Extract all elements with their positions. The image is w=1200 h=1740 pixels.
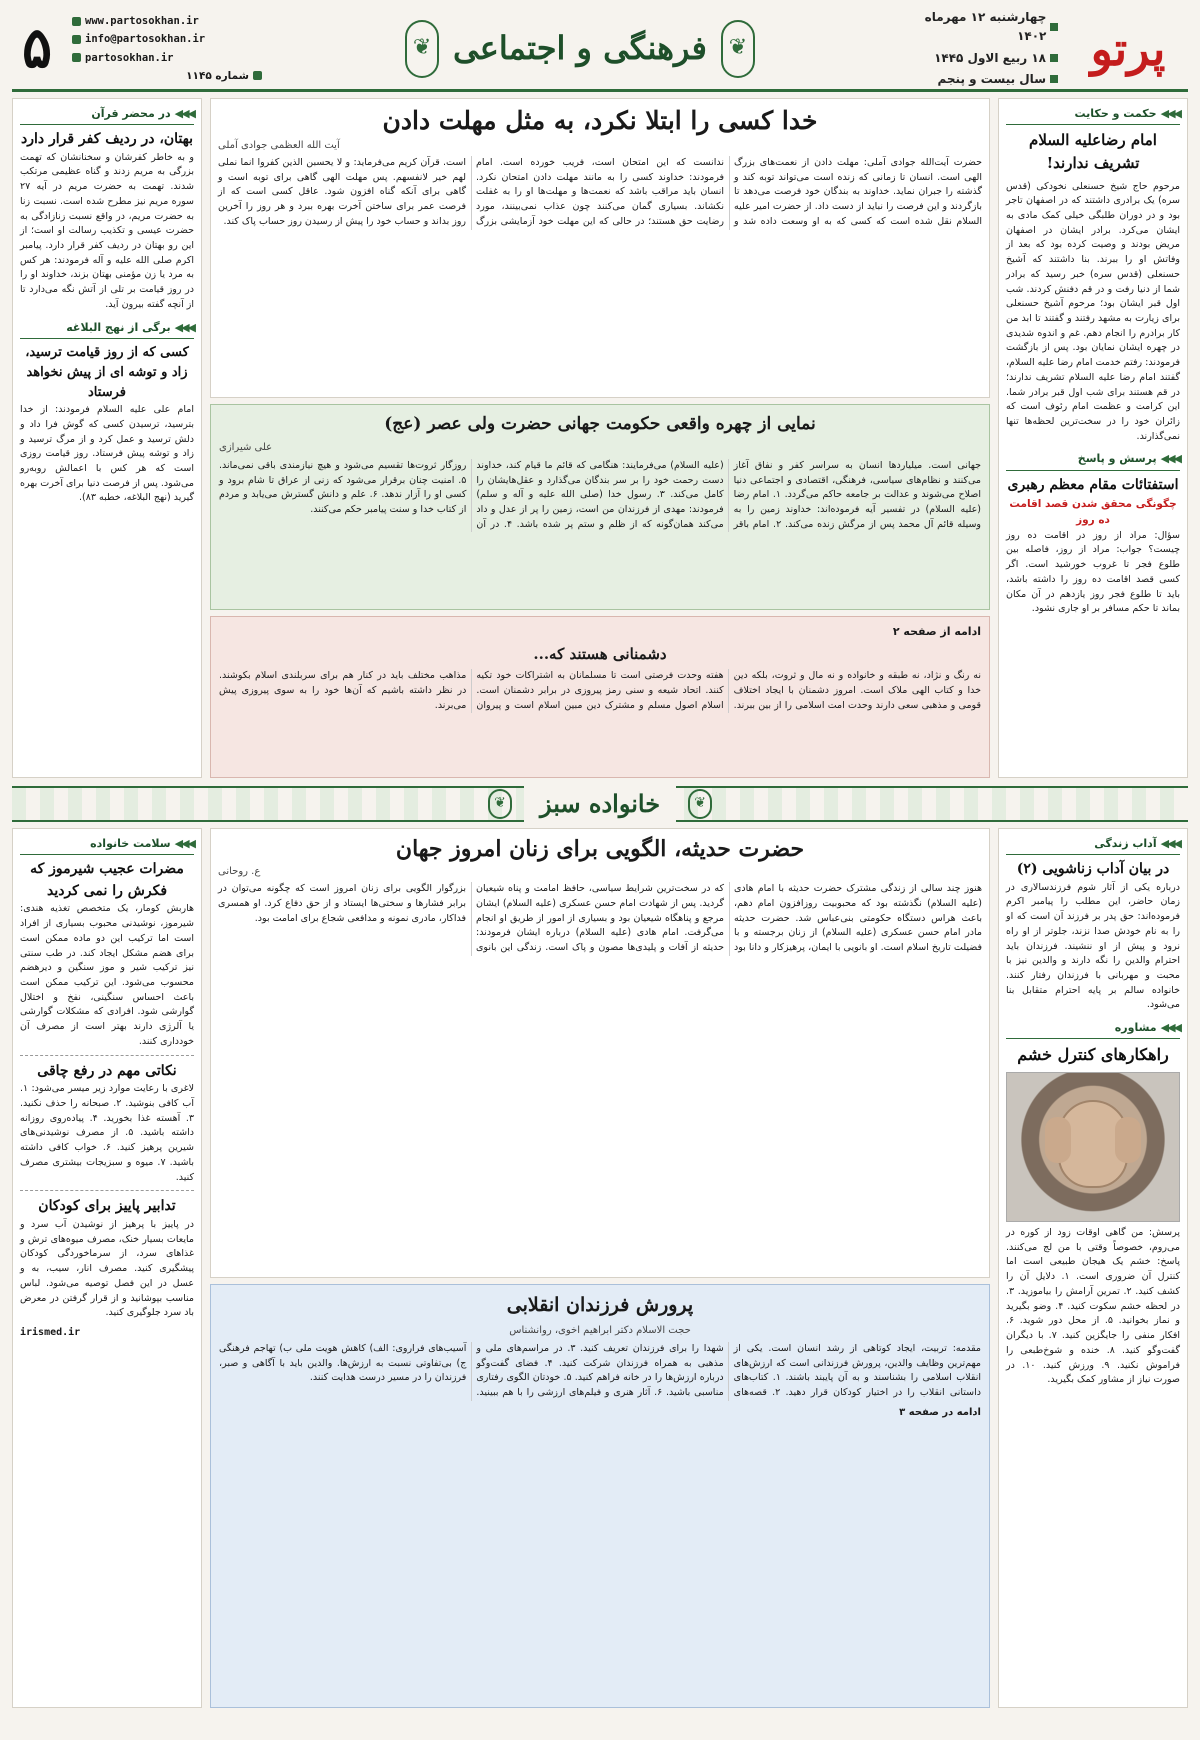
mahdi-byline: علی شیرازی	[219, 442, 273, 454]
arrows-icon: ◀◀◀	[1160, 107, 1180, 120]
logo-text: پرتو	[1090, 21, 1166, 76]
main-articles	[210, 98, 990, 778]
banana-milk-headline[interactable]: مضرات عجیب شیرموز که فکرش را نمی کردید	[30, 861, 184, 899]
year-label: سال بیست و پنجم	[937, 72, 1046, 87]
bullet-icon	[1050, 75, 1058, 83]
story-headline[interactable]: امام رضاعلیه السلام تشریف ندارند!	[1029, 131, 1157, 173]
continued-headline[interactable]: دشمنانی هستند که...	[533, 645, 667, 664]
arrows-icon: ◀◀◀	[1160, 1021, 1180, 1035]
nahj-body: امام علی علیه السلام فرمودند: از خدا بترسید، ترسیدن کسی که گوش فرا داد و دلش ترسید و عمل کرد و از مرگ ترسید و زاد و توشه پیش فرستاد. روز قیامت روزی است که هر کس با اعمالش روبه‌رو می‌شود. پس از فرصت دنیا برای آخرت بهره گیرید (نهج البلاغه، خطبه ۸۳).	[20, 404, 194, 504]
column-tag: ◀◀◀ در محضر قرآن	[20, 105, 194, 125]
column-tag: ◀◀◀ برگی از نهج البلاغه	[20, 319, 194, 339]
bullet-icon	[1050, 54, 1058, 62]
nahj-headline[interactable]: کسی که از روز قیامت ترسید، زاد و توشه ای از پیش نخواهد فرستاد	[25, 344, 189, 400]
main-body: حضرت آیت‌الله جوادی آملی: مهلت دادن از نعمت‌های بزرگ الهی است. انسان تا زمانی که زنده است می‌تواند توبه کند و گذشته را جبران نماید. خداوند به بندگان خود فرصت می‌دهد تا بازگردند و این فرصت را نباید از دست داد. از حضرت امیر علیه السلام نقل شده است که کسی که به او وسعت داده شد و ندانست که این امتحان است، فریب خورده است. امام فرمودند: خداوند کسی را به مانند مهلت دادن امتحان نکرد. انسان باید مراقب باشد که نعمت‌ها و مهلت‌ها او را به غفلت نکشاند. بسیاری گمان می‌کنند چون عذاب نمی‌بینند، مورد رضایت حق هستند؛ در حالی که این مهلت خود آزمایشی بزرگ است. قرآن کریم می‌فرماید: و لا یحسبن الذین کفروا انما نملی لهم خیر لانفسهم. پس مهلت الهی گاهی برای توبه است و گاهی برای آنکه گناه افزون شود. عاقل کسی است که از فرصت عمر برای ساختن آخرت بهره ببرد و هر روز را آخرین روز بداند و حساب خود را پیش از رسیدن روز حساب پاک کند.	[218, 157, 982, 227]
mahdi-headline[interactable]: نمایی از چهره واقعی حکومت جهانی حضرت ولی عصر (عج)	[384, 414, 816, 434]
web-icon	[72, 17, 81, 26]
divider	[20, 1055, 194, 1056]
lifestyle-column	[998, 828, 1188, 1708]
mail-icon	[72, 35, 81, 44]
qa-headline[interactable]: استفتائات مقام معظم رهبری	[1007, 476, 1179, 493]
column-tag: ◀◀◀ سلامت خانواده	[20, 835, 194, 855]
arrows-icon: ◀◀◀	[174, 107, 194, 120]
ornament-icon: ❦	[405, 20, 439, 78]
hadith-byline: ع. روحانی	[218, 865, 261, 877]
bottom-section	[12, 828, 1188, 1708]
hadith-headline[interactable]: حضرت حدیثه، الگویی برای زنان امروز جهان	[395, 836, 805, 862]
contact-info	[72, 8, 262, 89]
etiquette-headline[interactable]: در بیان آداب زناشویی (۲)	[1016, 861, 1170, 878]
column-tag: ◀◀◀ مشاوره	[1006, 1019, 1180, 1039]
continued-body: نه رنگ و نژاد، نه طبقه و خانواده و نه مال و ثروت، بلکه دین خدا و کتاب الهی ملاک است. امروز دشمنان با ایجاد اختلاف قومی و مذهبی سعی دارند وحدت امت اسلامی را از بین ببرند. هفته وحدت فرصتی است تا مسلمانان به اشتراکات خود تکیه کنند. اتحاد شیعه و سنی رمز پیروزی در برابر دشمنان است. اسلام اصول مسلم و مشترک دین مبین اسلام است و پیروان مذاهب مختلف باید در کنار هم برای سربلندی اسلام بکوشند. در نظر داشته باشیم که آن‌ها خود را به سوی پیروزی پیش می‌برند.	[219, 670, 981, 711]
stressed-man-photo	[1006, 1072, 1180, 1222]
health-column	[12, 828, 202, 1708]
divider	[20, 1190, 194, 1191]
autumn-body: در پاییز با پرهیز از نوشیدن آب سرد و مایعات بسیار خنک، مصرف میوه‌های ترش و غذاهای سرد، از سرماخوردگی کودکان پیشگیری کنید. مصرف انار، سیب، به و عسل در این فصل توصیه می‌شود. لباس مناسب بپوشانید و از قرار گرفتن در معرض باد سرد جلوگیری کنید.	[20, 1219, 194, 1319]
family-articles	[210, 828, 990, 1708]
weightloss-body: لاغری با رعایت موارد زیر میسر می‌شود: ۱. آب کافی بنوشید. ۲. صبحانه را حذف نکنید. ۳. آهسته غذا بخورید. ۴. پیاده‌روی روزانه داشته باشید. ۵. از مصرف نوشیدنی‌های شیرین پرهیز کنید. ۶. خواب کافی داشته باشید. ۷. میوه و سبزیجات بیشتری مصرف کنید.	[20, 1083, 194, 1183]
date-hijri: ۱۸ ربیع الاول ۱۴۴۵	[934, 50, 1046, 65]
page-number: ۵	[21, 15, 53, 82]
ornament-icon: ❦	[688, 789, 712, 819]
main-headline[interactable]: خدا کسی را ابتلا نکرد، به مثل مهلت دادن	[382, 106, 818, 135]
parenting-article	[210, 1284, 990, 1708]
arrows-icon: ◀◀◀	[1160, 837, 1180, 850]
wisdom-column	[998, 98, 1188, 778]
continued-label: ادامه از صفحه ۲	[892, 625, 981, 638]
quran-body: و به خاطر کفرشان و سخنانشان که تهمت بزرگی به مریم زدند و گناه عظیمی مرتکب شدند. تهمت به حضرت مریم در آیه ۲۷ سوره مریم نیز مطرح شده است. نسبت زنا به حضرت مریم، در واقع نسبت زنازادگی به حضرت عیسی و تکذیب رسالت او است؛ از این رو بهتان در ردیف کفر قرار دارد. پیامبر اکرم صلی الله علیه و آله فرمودند: هر کس به مرد یا زن مؤمنی بهتان بزند، خداوند او را در روز قیامت بر تلی از آتش نگه می‌دارد تا از آنچه گفته بیرون آید.	[20, 151, 194, 310]
anger-body: پرسش: من گاهی اوقات زود از کوره در می‌روم، خصوصاً وقتی با من لج می‌کنند. پاسخ: خشم یک هیجان طبیعی است اما کنترل آن ضروری است. ۱. دلایل آن را کشف کنید. ۲. تمرین آرامش را بیاموزید. ۳. در لحظه خشم سکوت کنید. ۴. وضو بگیرید و نماز بخوانید. ۵. از محل دور شوید. ۶. افکار منفی را جایگزین کنید. ۷. با دیگران گفت‌وگو کنید. ۸. خنده و شوخ‌طبعی را فراموش نکنید. ۹. ورزش کنید. ۱۰. در صورت نیاز از مشاور کمک بگیرید.	[1006, 1227, 1181, 1386]
story-body: مرحوم حاج شیخ حسنعلی نخودکی (قدس سره) یک برادری داشتند که در اصفهان تاجر بود و در دوران طلبگی خیلی کمک مادی به ایشان می‌کرد. برادر ایشان در اصفهان مریض بودند و وصیت کرده بود که بعد از وفاتش او را ببرند. بنا داشتند که آشیخ حسنعلی (قدس سره) خبر رسید که برادر شما از دنیا رفت و در قم دفنش کردند. شب اول قبر ایشان بود؛ مرحوم آشیخ حسنعلی برای زیارت به مشهد رفتند و گفتند تا ابد من کار برادرم را انجام دهم. غم و اندوه شدیدی در چهره ایشان نمایان بود. پس از بازگشت فرمودند: رفتم خدمت امام رضا علیه السلام، گفتند امام رضا علیه السلام تشریف ندارند؛ در قم هستند برای شب اول قبر برادر شما. این کرامت و عظمت امام رئوف است که زائران خود را در سخت‌ترین لحظه‌ها تنها نمی‌گذارند.	[1005, 180, 1180, 442]
social-link[interactable]: partosokhan.ir	[85, 51, 174, 64]
main-article	[210, 98, 990, 398]
hadith-body: هنوز چند سالی از زندگی مشترک حضرت حدیثه با امام هادی (علیه السلام) نگذشته بود که محبوبیت روزافزون امام دهم، باعث هراس دستگاه حکومتی بنی‌عباس شد. حضرت حدیثه مادر امام حسن عسکری (علیه السلام) از زنان برجسته و با فضیلت تاریخ اسلام است. او بانویی با ایمان، پرهیزکار و دانا بود که در سخت‌ترین شرایط سیاسی، حافظ امامت و پناه شیعیان گردید. پس از شهادت امام حسن عسکری (علیه السلام) ایشان مرجع و پناهگاه شیعیان بود و بسیاری از امور از طریق او انجام می‌گرفت. امام هادی (علیه السلام) درباره ایشان فرمودند: حدیثه از آفات و پلیدی‌ها مصون و پاک است. زندگی این بانوی بزرگوار الگویی برای زنان امروز است که چگونه می‌توان در برابر فشارها و سختی‌ها ایستاد و از حق دفاع کرد. او همسری فداکار، مادری نمونه و مدافعی شجاع برای امامت بود.	[218, 883, 982, 953]
mahdi-article	[210, 404, 990, 610]
parenting-headline[interactable]: پرورش فرزندان انقلابی	[506, 1294, 694, 1316]
banner-title: خانواده سبز	[524, 785, 676, 822]
etiquette-body: درباره یکی از آثار شوم فرزندسالاری در زمان حاضر، این مطلب را پیامبر اکرم فرموده‌اند: حق پدر بر فرزند آن است که او را به نام خودش صدا نزند، جلوتر از او راه نرود و پیش از او ننشیند. فرزندان باید احترام والدین را نگه دارند و والدین نیز با محبت و مهربانی با فرزندان رفتار کنند. خانواده سالم بر پایه احترام متقابل بنا می‌شود.	[1006, 881, 1180, 1011]
top-section	[12, 98, 1188, 778]
column-tag: ◀◀◀ آداب زندگی	[1006, 835, 1180, 855]
continued-link[interactable]: ادامه در صفحه ۳	[899, 1406, 981, 1418]
parenting-body: مقدمه: تربیت، ایجاد کوتاهی از رشد انسان است. یکی از مهم‌ترین وظایف والدین، پرورش فرزندانی است که ارزش‌های انقلاب اسلامی را بشناسند و به آن پایبند باشند. ۱. کتاب‌های داستانی انقلاب را در اختیار کودکان قرار دهید. ۲. قصه‌های شهدا را برای فرزندان تعریف کنید. ۳. در مراسم‌های ملی و مذهبی به همراه فرزندان شرکت کنید. ۴. فضای گفت‌وگو درباره ارزش‌ها را در خانه فراهم کنید. ۵. خودتان الگوی رفتاری مناسبی باشید. ۶. آثار هنری و فیلم‌های ارزشی را با هم ببینید. آسیب‌های فراروی: الف) کاهش هویت ملی ب) تهاجم فرهنگی ج) بی‌تفاوتی نسبت به ارزش‌ها. والدین باید با آگاهی و صبر، فرزندان را در مسیر درست هدایت کنند.	[219, 1342, 981, 1399]
issue-number: شماره ۱۱۴۵	[186, 69, 249, 82]
qa-body: سؤال: مراد از روز در اقامت ده روز چیست؟ جواب: مراد از روز، فاصله بین طلوع فجر تا غروب خورشید است. اگر کسی قصد اقامت ده روز را داشته باشد، باید تا طلوع فجر روز یازدهم در آن مکان بماند تا حکم مسافر بر او جاری نشود.	[1006, 529, 1180, 615]
quran-column	[12, 98, 202, 778]
banana-milk-body: هاربش کومار، یک متخصص تغذیه هندی: شیرموز، نوشیدنی محبوب بسیاری از افراد است اما ترکیب این دو ماده ممکن است برای هضم مشکل ایجاد کند. در طب سنتی نیز ترکیب شیر و موز سنگین و دیرهضم محسوب می‌شود. این ترکیب ممکن است باعث احساس سنگینی، نفخ و اختلال گوارشی شود. افرادی که مشکلات گوارشی یا آلرژی دارند بهتر است از مصرف آن خودداری کنند.	[20, 903, 194, 1047]
email-link[interactable]: info@partosokhan.ir	[85, 33, 206, 46]
qa-subhead: چگونگی محقق شدن قصد اقامت ده روز	[1009, 498, 1177, 527]
quran-headline[interactable]: بهتان، در ردیف کفر قرار دارد	[20, 131, 194, 148]
autumn-headline[interactable]: تدابیر پاییز برای کودکان	[38, 1198, 176, 1215]
parenting-byline: حجت الاسلام دکتر ابراهیم اخوی، روانشناس	[509, 1325, 691, 1337]
continued-article	[210, 616, 990, 778]
anger-headline[interactable]: راهکارهای کنترل خشم	[1017, 1045, 1169, 1065]
column-tag: ◀◀◀ حکمت و حکایت	[1006, 105, 1180, 125]
bullet-icon	[253, 71, 262, 80]
weightloss-headline[interactable]: نکاتی مهم در رفع چاقی	[37, 1062, 177, 1079]
hadith-article	[210, 828, 990, 1278]
arrows-icon: ◀◀◀	[1160, 452, 1180, 466]
column-tag: ◀◀◀ پرسش و پاسخ	[1006, 450, 1180, 470]
hand-shape	[1045, 1117, 1071, 1163]
arrows-icon: ◀◀◀	[174, 837, 194, 850]
date-gregorian: چهارشنبه ۱۲ مهرماه ۱۴۰۲	[924, 10, 1047, 43]
website-link[interactable]: www.partosokhan.ir	[85, 14, 199, 27]
arrows-icon: ◀◀◀	[174, 320, 194, 334]
page-title: فرهنگی و اجتماعی	[453, 28, 707, 67]
section-banner	[12, 786, 1188, 822]
ornament-icon: ❦	[721, 20, 755, 78]
social-icon	[72, 53, 81, 62]
section-title	[272, 8, 888, 89]
hand-shape	[1115, 1117, 1141, 1163]
main-byline: آیت الله العظمی جوادی آملی	[218, 139, 340, 151]
ornament-icon: ❦	[488, 789, 512, 819]
masthead	[12, 8, 1188, 92]
bullet-icon	[1050, 23, 1058, 31]
dateline	[898, 8, 1058, 89]
source-site[interactable]: irismed.ir	[20, 1327, 81, 1339]
logo[interactable]	[1068, 8, 1188, 89]
mahdi-body: جهانی است. میلیاردها انسان به سراسر کفر و نفاق آغاز می‌کنند و نظام‌های سیاسی، فرهنگی، اقتصادی و اجتماعی دنیا اصلاح می‌شوند و عدالت بر جامعه حاکم می‌گردد. ۱. امام رضا (علیه السلام) در تفسیر آیه فرموده‌اند: خداوند زمین را به وسیله قائم آل محمد پس از مرگش زنده می‌کند. ۲. امام باقر (علیه السلام) می‌فرمایند: هنگامی که قائم ما قیام کند، خداوند دست رحمت خود را بر سر بندگان می‌گذارد و عقل‌هایشان را کامل می‌کند. ۳. رسول خدا (صلی الله علیه و آله و سلم) فرمودند: مهدی از فرزندان من است، زمین را پر از عدل و داد می‌کند همان‌گونه که از ظلم و ستم پر شده باشد. ۴. در آن روزگار ثروت‌ها تقسیم می‌شود و هیچ نیازمندی باقی نمی‌ماند. ۵. امنیت چنان برقرار می‌شود که زنی از عراق تا شام برود و کسی او را آزار ندهد. ۶. علم و دانش گسترش می‌یابد و مردم از کتاب خدا و سنت پیامبر حکم می‌کنند.	[219, 459, 981, 530]
